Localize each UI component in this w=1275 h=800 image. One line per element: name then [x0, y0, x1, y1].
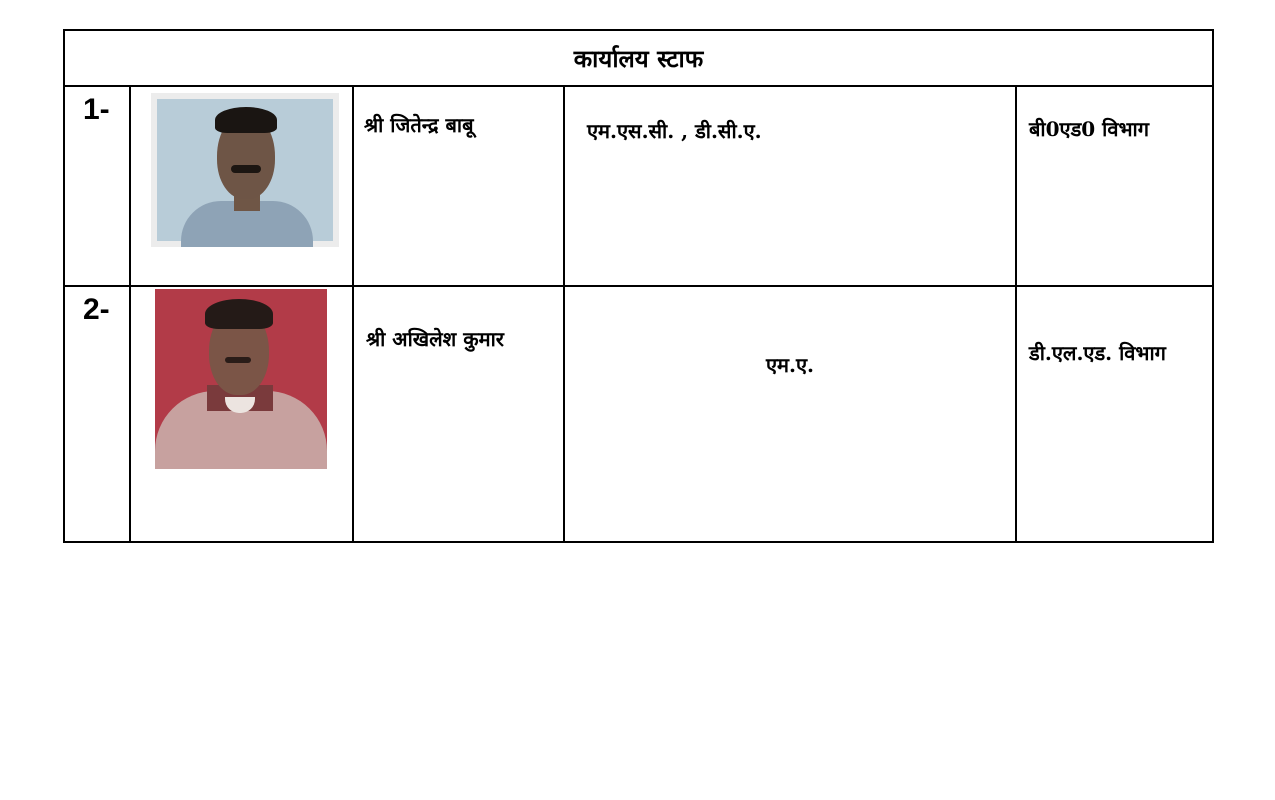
photo-cell — [130, 286, 353, 542]
serial-number: 2- — [64, 286, 130, 542]
staff-department: डी.एल.एड. विभाग — [1016, 286, 1213, 542]
staff-department: बी0एड0 विभाग — [1016, 86, 1213, 286]
staff-qualification: एम.एस.सी. , डी.सी.ए. — [564, 86, 1016, 286]
staff-name: श्री जितेन्द्र बाबू — [353, 86, 564, 286]
serial-number: 1- — [64, 86, 130, 286]
staff-photo — [155, 289, 327, 469]
table-title: कार्यालय स्टाफ — [64, 30, 1213, 86]
staff-name: श्री अखिलेश कुमार — [353, 286, 564, 542]
table-row — [64, 286, 1213, 542]
staff-photo — [151, 93, 339, 247]
staff-qualification: एम.ए. — [564, 286, 1016, 542]
staff-table — [63, 29, 1214, 543]
table-row — [64, 86, 1213, 286]
photo-cell — [130, 86, 353, 286]
